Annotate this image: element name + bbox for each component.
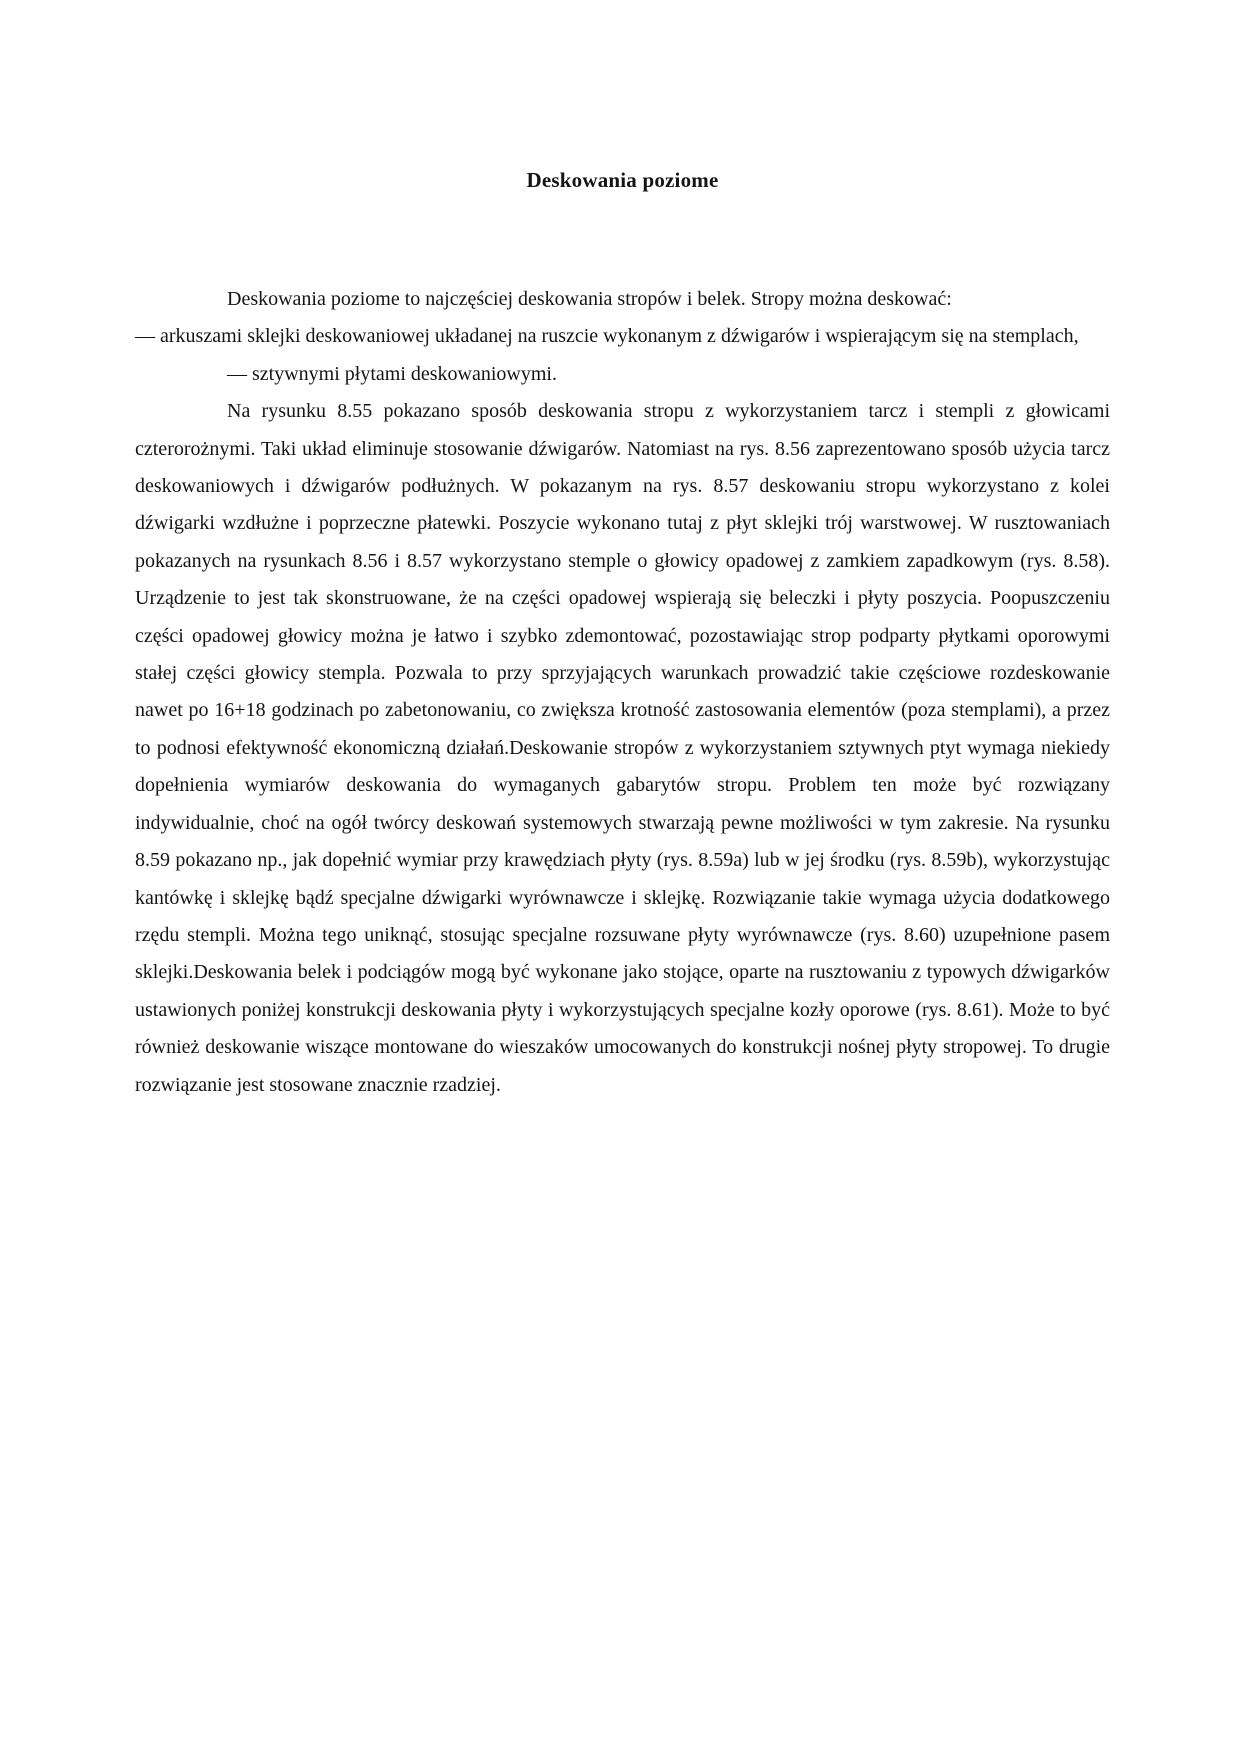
paragraph-intro: Deskowania poziome to najczęściej deskowania stropów i belek. Stropy można deskować: <box>227 288 952 310</box>
page-title: Deskowania poziome <box>526 168 719 192</box>
paragraph-dash-item-1: — arkuszami sklejki deskowaniowej układanej na ruszcie wykonanym z dźwigarów i wspierającym się na stemplach, <box>135 325 1079 348</box>
document-body <box>135 281 1110 1104</box>
paragraph-dash-item-2: — sztywnymi płytami deskowaniowymi. <box>227 362 557 385</box>
paragraph-main-body: Na rysunku 8.55 pokazano sposób deskowania stropu z wykorzystaniem tarcz i stempli z głowicami czterorożnymi. Taki układ eliminuje stosowanie dźwigarów. Natomiast na rys. 8.56 zaprezentowano sposób użycia tarcz deskowaniowych i dźwigarów podłużnych. W pokazanym na rys. 8.57 deskowaniu stropu wykorzystano z kolei dźwigarki wzdłużne i poprzeczne płatewki. Poszycie wykonano tutaj z płyt sklejki trój warstwowej. W rusztowaniach pokazanych na rysunkach 8.56 i 8.57 wykorzystano stemple o głowicy opadowej z zamkiem zapadkowym (rys. 8.58). Urządzenie to jest tak skonstruowane, że na części opadowej wspierają się beleczki i płyty poszycia. Poopuszczeniu części opadowej głowicy można je łatwo i szybko zdemontować, pozostawiając strop podparty płytkami oporowymi stałej części głowicy stempla. Pozwala to przy sprzyjających warunkach prowadzić takie częściowe rozdeskowanie nawet po 16+18 godzinach po zabetonowaniu, co zwiększa krotność zastosowania elementów (poza stemplami), a przez to podnosi efektywność ekonomiczną działań.Deskowanie stropów z wykorzystaniem sztywnych ptyt wymaga niekiedy dopełnienia wymiarów deskowania do wymaganych gabarytów stropu. Problem ten może być rozwiązany indywidualnie, choć na ogół twórcy deskowań systemowych stwarzają pewne możliwości w tym zakresie. Na rysunku 8.59 pokazano np., jak dopełnić wymiar przy krawędziach płyty (rys. 8.59a) lub w jej środku (rys. 8.59b), wykorzystując kantówkę i sklejkę bądź specjalne dźwigarki wyrównawcze i sklejkę. Rozwiązanie takie wymaga użycia dodatkowego rzędu stempli. Można tego uniknąć, stosując specjalne rozsuwane płyty wyrównawcze (rys. 8.60) uzupełnione pasem sklejki.Deskowania belek i podciągów mogą być wykonane jako stojące, oparte na rusztowaniu z typowych dźwigarków ustawionych poniżej konstrukcji deskowania płyty i wykorzystujących specjalne kozły oporowe (rys. 8.61). Może to być również deskowanie wiszące montowane do wieszaków umocowanych do konstrukcji nośnej płyty stropowej. To drugie rozwiązanie jest stosowane znacznie rzadziej. <box>135 400 1110 1096</box>
